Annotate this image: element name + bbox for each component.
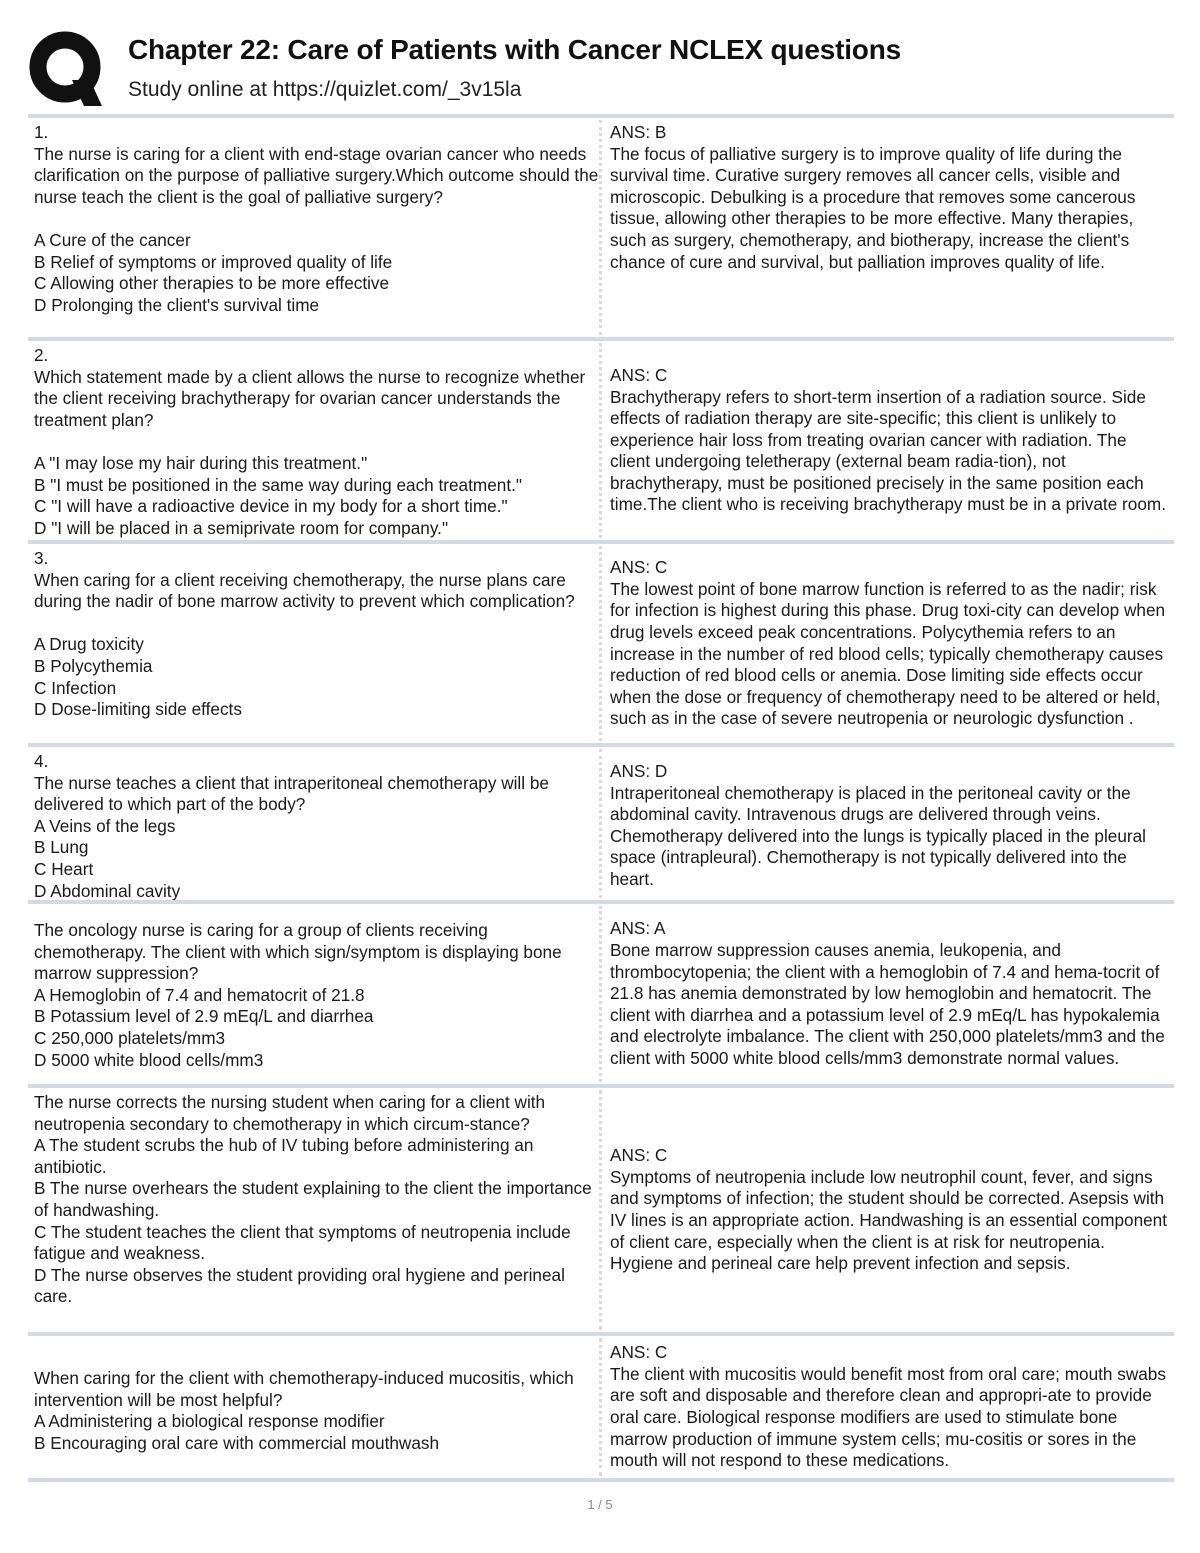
answer-text: ANS: C Brachytherapy refers to short-term insertion of a radiation source. Side effects of radiation therapy are site-specific; this client is unlikely to experience hair loss from treating ovarian cancer with radiation. The client undergoing teletherapy (external beam radia-tion), not brachytherapy, must be positioned precisely in the same position each time.The client who is receiving brachytherapy must be in a private room.: [610, 364, 1166, 515]
flashcard: [28, 540, 1174, 743]
answer-text: ANS: C The client with mucositis would benefit most from oral care; mouth swabs are soft and disposable and therefore clean and appropri-ate to provide oral care. Biological response modifiers are used to stimulate bone marrow production of immune system cells; mu-cositis or sores in the mouth will not respond to these medications.: [610, 1342, 1166, 1471]
question-text: The oncology nurse is caring for a group of clients receiving chemotherapy. The client with which sign/symptom is displaying bone marrow suppression? A Hemoglobin of 7.4 and hematocrit of 21.8 B Potassium level of 2.9 mEq/L and diarrhea C 250,000 platelets/mm3 D 5000 white blood cells/mm3: [34, 920, 562, 1070]
flashcard: [28, 743, 1174, 900]
question-text: When caring for the client with chemotherapy-induced mucositis, which intervention will be most helpful? A Administering a biological response modifier B Encouraging oral care with commercial mouthwash: [34, 1368, 574, 1453]
question-text: 4. The nurse teaches a client that intraperitoneal chemotherapy will be delivered to which part of the body? A Veins of the legs B Lung C Heart D Abdominal cavity: [34, 751, 549, 901]
answer-text: ANS: D Intraperitoneal chemotherapy is placed in the peritoneal cavity or the abdominal cavity. Intravenous drugs are delivered through veins. Chemotherapy delivered into the lungs is typically placed in the pleural space (intrapleural). Chemotherapy is not typically delivered into the heart.: [610, 761, 1146, 889]
question-text: The nurse corrects the nursing student when caring for a client with neutropenia secondary to chemotherapy in which circum-stance? A The student scrubs the hub of IV tubing before administering an antibiotic. B The nurse overhears the student explaining to the client the importance of handwashing. C The student teaches the client that symptoms of neutropenia include fatigue and weakness. D The nurse observes the student providing oral hygiene and perineal care.: [34, 1092, 592, 1307]
question-text: 2. Which statement made by a client allows the nurse to recognize whether the client receiving brachytherapy for ovarian cancer understands the treatment plan? A "I may lose my hair during this treatment." B "I must be positioned in the same way during each treatment." C "I will have a radioactive device in my body for a short time." D "I will be placed in a semiprivate room for company.": [34, 345, 586, 538]
quizlet-q-logo-icon: [28, 30, 106, 108]
flashcard: [28, 900, 1174, 1084]
flashcard: [28, 114, 1174, 337]
question-text: 3. When caring for a client receiving chemotherapy, the nurse plans care during the nadir of bone marrow activity to prevent which complication? A Drug toxicity B Polycythemia C Infection D Dose-limiting side effects: [34, 548, 575, 720]
page-title: Chapter 22: Care of Patients with Cancer NCLEX questions: [128, 34, 901, 65]
answer-text: ANS: A Bone marrow suppression causes anemia, leukopenia, and thrombocytopenia; the client with a hemoglobin of 7.4 and hema-tocrit of 21.8 has anemia demonstrated by low hemoglobin and hematocrit. The client with diarrhea and a potassium level of 2.9 mEq/L has hypokalemia and electrolyte imbalance. The client with 250,000 platelets/mm3 and the client with 5000 white blood cells/mm3 demonstrate normal values.: [610, 918, 1165, 1068]
flashcard: [28, 1332, 1174, 1482]
page-number: 1 / 5: [587, 1497, 613, 1512]
flashcard: [28, 337, 1174, 540]
question-text: 1. The nurse is caring for a client with end-stage ovarian cancer who needs clarification on the purpose of palliative surgery.Which outcome should the nurse teach the client is the goal of palliative surgery? A Cure of the cancer B Relief of symptoms or improved quality of life C Allowing other therapies to be more effective D Prolonging the client's survival time: [34, 122, 599, 315]
study-online-link[interactable]: Study online at https://quizlet.com/_3v15la: [128, 78, 522, 101]
flashcard: [28, 1084, 1174, 1332]
flashcard-list: [28, 114, 1174, 1482]
answer-text: ANS: C The lowest point of bone marrow function is referred to as the nadir; risk for infection is highest during this phase. Drug toxi-city can develop when drug levels exceed peak concentrations. Polycythemia refers to an increase in the number of red blood cells; typically chemotherapy causes reduction of red blood cells or anemia. Dose limiting side effects occur when the dose or frequency of chemotherapy need to be altered or held, such as in the case of severe neutropenia or neurologic dysfunction .: [610, 557, 1166, 729]
answer-text: ANS: B The focus of palliative surgery is to improve quality of life during the survival time. Curative surgery removes all cancer cells, visible and microscopic. Debulking is a procedure that removes some cancerous tissue, allowing other therapies to be more effective. Many therapies, such as surgery, chemotherapy, and biotherapy, increase the client's chance of cure and survival, but palliation improves quality of life.: [610, 122, 1136, 272]
page-header: [28, 30, 1178, 110]
answer-text: ANS: C Symptoms of neutropenia include low neutrophil count, fever, and signs and symptoms of infection; the student should be corrected. Asepsis with IV lines is an appropriate action. Handwashing is an essential component of client care, especially when the client is at risk for neutropenia. Hygiene and perineal care help prevent infection and sepsis.: [610, 1145, 1168, 1274]
